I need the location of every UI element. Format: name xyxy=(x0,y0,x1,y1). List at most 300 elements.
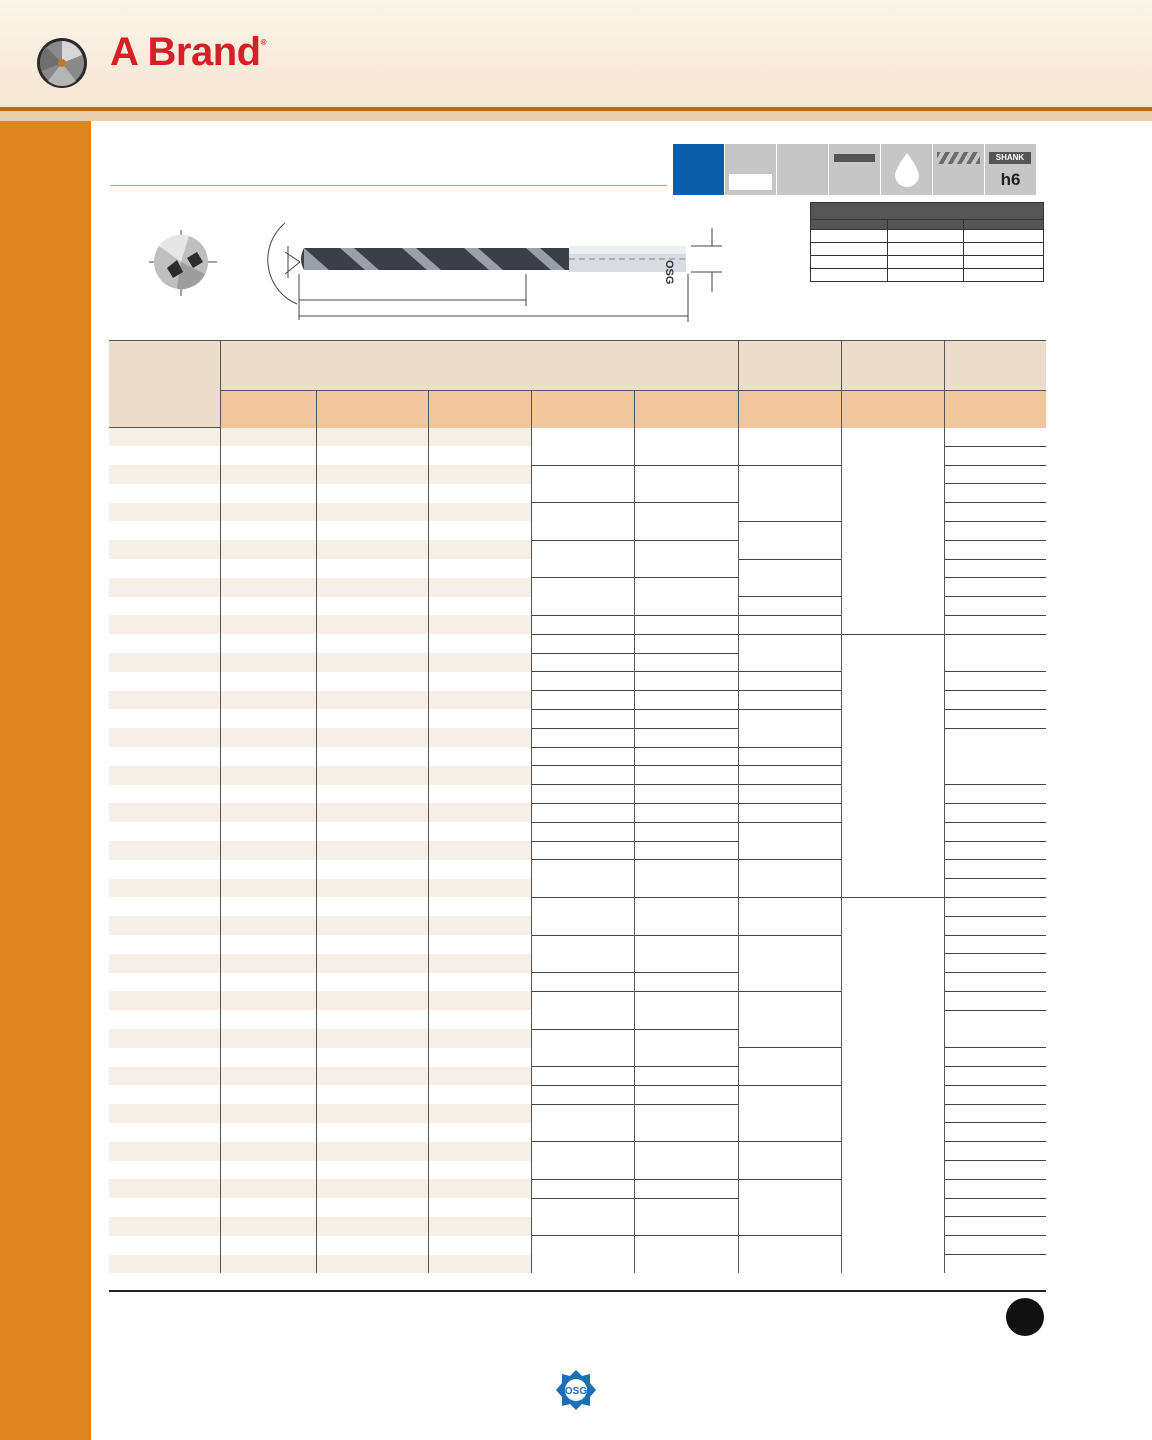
table-cell xyxy=(428,1104,531,1123)
table-cell xyxy=(634,634,738,653)
table-row xyxy=(109,1010,1046,1029)
table-cell xyxy=(316,559,428,578)
table-row xyxy=(109,879,1046,898)
table-cell xyxy=(109,691,220,710)
table-cell xyxy=(109,521,220,540)
coolant-drop-icon xyxy=(881,144,932,195)
table-cell xyxy=(531,747,634,766)
table-cell xyxy=(944,1029,1046,1048)
table-cell xyxy=(428,597,531,616)
table-cell xyxy=(944,916,1046,935)
table-cell xyxy=(634,1255,738,1273)
table-cell xyxy=(316,916,428,935)
table-cell xyxy=(220,1123,316,1142)
table-cell xyxy=(428,1179,531,1198)
table-cell xyxy=(841,615,944,634)
table-cell xyxy=(316,1010,428,1029)
table-cell xyxy=(634,1179,738,1198)
table-cell xyxy=(428,728,531,747)
table-row xyxy=(109,991,1046,1010)
osg-logo-icon xyxy=(555,1369,597,1411)
table-cell xyxy=(738,785,841,804)
table-cell xyxy=(634,1048,738,1067)
table-cell xyxy=(531,540,634,559)
table-cell xyxy=(944,503,1046,522)
table-cell xyxy=(841,446,944,465)
table-cell xyxy=(531,709,634,728)
table-cell xyxy=(738,503,841,522)
header-divider-shadow xyxy=(0,111,1152,121)
table-cell xyxy=(428,446,531,465)
table-cell xyxy=(316,446,428,465)
table-cell xyxy=(109,822,220,841)
table-cell xyxy=(944,653,1046,672)
table-row xyxy=(109,1217,1046,1236)
table-cell xyxy=(841,653,944,672)
table-cell xyxy=(220,634,316,653)
table-cell xyxy=(841,1104,944,1123)
shank-marking: OSG xyxy=(663,260,675,285)
table-cell xyxy=(634,540,738,559)
table-cell xyxy=(634,822,738,841)
table-cell xyxy=(109,446,220,465)
table-cell xyxy=(531,428,634,447)
table-cell xyxy=(738,1236,841,1255)
table-cell xyxy=(220,428,316,447)
table-cell xyxy=(316,521,428,540)
table-cell xyxy=(841,691,944,710)
table-row xyxy=(109,1048,1046,1067)
shank-tag: SHANK xyxy=(989,152,1031,164)
coating-icon xyxy=(725,144,776,195)
table-cell xyxy=(428,1142,531,1161)
table-cell xyxy=(841,503,944,522)
col-subheader-5 xyxy=(634,391,738,428)
table-cell xyxy=(944,1198,1046,1217)
table-cell xyxy=(109,991,220,1010)
table-cell xyxy=(220,503,316,522)
table-cell xyxy=(944,728,1046,747)
table-cell xyxy=(738,991,841,1010)
table-cell xyxy=(531,1123,634,1142)
table-cell xyxy=(428,879,531,898)
table-cell xyxy=(316,540,428,559)
table-cell xyxy=(531,465,634,484)
table-cell xyxy=(316,578,428,597)
tolerance-table xyxy=(810,202,1044,282)
table-cell xyxy=(634,785,738,804)
table-cell xyxy=(316,1179,428,1198)
table-cell xyxy=(634,879,738,898)
table-cell xyxy=(944,954,1046,973)
table-cell xyxy=(841,709,944,728)
table-cell xyxy=(316,653,428,672)
table-cell xyxy=(220,1142,316,1161)
table-cell xyxy=(634,1029,738,1048)
table-cell xyxy=(841,803,944,822)
table-cell xyxy=(531,1255,634,1273)
table-cell xyxy=(531,860,634,879)
trademark-symbol: ® xyxy=(260,38,266,47)
table-cell xyxy=(738,1048,841,1067)
table-cell xyxy=(428,954,531,973)
table-cell xyxy=(738,1198,841,1217)
table-cell xyxy=(428,935,531,954)
table-cell xyxy=(738,916,841,935)
table-cell xyxy=(944,803,1046,822)
table-cell xyxy=(738,1029,841,1048)
drill-diagram xyxy=(140,212,730,327)
table-cell xyxy=(738,521,841,540)
table-cell xyxy=(109,1198,220,1217)
table-cell xyxy=(738,1085,841,1104)
table-cell xyxy=(220,991,316,1010)
table-row xyxy=(109,747,1046,766)
table-row xyxy=(109,653,1046,672)
table-cell xyxy=(220,559,316,578)
table-cell xyxy=(428,1123,531,1142)
table-row xyxy=(109,1142,1046,1161)
table-cell xyxy=(634,728,738,747)
table-cell xyxy=(428,709,531,728)
table-cell xyxy=(316,973,428,992)
table-cell xyxy=(634,1142,738,1161)
table-cell xyxy=(738,973,841,992)
table-cell xyxy=(428,578,531,597)
table-row xyxy=(109,1179,1046,1198)
table-cell xyxy=(316,1029,428,1048)
table-cell xyxy=(841,559,944,578)
table-cell xyxy=(109,672,220,691)
table-cell xyxy=(841,1217,944,1236)
table-cell xyxy=(220,1067,316,1086)
table-cell xyxy=(944,1142,1046,1161)
table-cell xyxy=(634,503,738,522)
table-row xyxy=(109,615,1046,634)
table-row xyxy=(109,709,1046,728)
table-cell xyxy=(109,653,220,672)
blank-icon xyxy=(777,144,828,195)
table-cell xyxy=(316,1255,428,1273)
table-cell xyxy=(841,578,944,597)
table-cell xyxy=(531,973,634,992)
table-cell xyxy=(841,1161,944,1180)
table-cell xyxy=(109,1179,220,1198)
col-header-group-1 xyxy=(738,341,841,391)
table-cell xyxy=(220,446,316,465)
table-cell xyxy=(316,428,428,447)
table-cell xyxy=(109,1029,220,1048)
table-cell xyxy=(428,1029,531,1048)
table-cell xyxy=(841,634,944,653)
table-cell xyxy=(316,1085,428,1104)
table-cell xyxy=(109,559,220,578)
table-cell xyxy=(109,615,220,634)
table-cell xyxy=(738,615,841,634)
table-cell xyxy=(841,991,944,1010)
table-cell xyxy=(220,615,316,634)
drill-cross-section-icon xyxy=(36,37,88,89)
spiral-flute-icon xyxy=(933,144,984,195)
table-row xyxy=(109,822,1046,841)
table-cell xyxy=(428,653,531,672)
table-cell xyxy=(428,691,531,710)
title-rule xyxy=(110,185,667,186)
table-cell xyxy=(944,1010,1046,1029)
table-cell xyxy=(220,954,316,973)
table-cell xyxy=(316,1142,428,1161)
table-cell xyxy=(428,503,531,522)
table-cell xyxy=(531,1179,634,1198)
table-cell xyxy=(316,615,428,634)
col-header-group-3 xyxy=(944,341,1046,391)
table-row xyxy=(109,1255,1046,1273)
table-cell xyxy=(634,597,738,616)
table-cell xyxy=(634,465,738,484)
table-cell xyxy=(531,1029,634,1048)
table-cell xyxy=(634,747,738,766)
table-cell xyxy=(109,954,220,973)
table-cell xyxy=(428,916,531,935)
table-cell xyxy=(634,991,738,1010)
table-cell xyxy=(316,954,428,973)
table-cell xyxy=(944,1217,1046,1236)
table-cell xyxy=(841,465,944,484)
table-cell xyxy=(531,1198,634,1217)
table-cell xyxy=(634,709,738,728)
table-cell xyxy=(316,935,428,954)
table-cell xyxy=(944,465,1046,484)
table-cell xyxy=(944,672,1046,691)
table-cell xyxy=(531,597,634,616)
table-cell xyxy=(220,1010,316,1029)
table-cell xyxy=(841,1048,944,1067)
table-cell xyxy=(428,991,531,1010)
table-cell xyxy=(944,860,1046,879)
table-cell xyxy=(841,1085,944,1104)
table-cell xyxy=(944,578,1046,597)
col-subheader-2 xyxy=(316,391,428,428)
table-cell xyxy=(531,1217,634,1236)
table-cell xyxy=(944,785,1046,804)
table-cell xyxy=(220,973,316,992)
table-cell xyxy=(109,766,220,785)
table-cell xyxy=(531,841,634,860)
table-cell xyxy=(428,1161,531,1180)
table-row xyxy=(109,841,1046,860)
table-cell xyxy=(220,897,316,916)
table-cell xyxy=(220,578,316,597)
table-cell xyxy=(316,1123,428,1142)
table-cell xyxy=(738,446,841,465)
table-cell xyxy=(944,540,1046,559)
table-cell xyxy=(841,672,944,691)
table-cell xyxy=(531,879,634,898)
table-cell xyxy=(738,540,841,559)
table-cell xyxy=(316,1217,428,1236)
table-cell xyxy=(738,897,841,916)
table-cell xyxy=(109,634,220,653)
table-cell xyxy=(841,1179,944,1198)
table-row xyxy=(109,1085,1046,1104)
table-cell xyxy=(634,1123,738,1142)
material-blue-icon xyxy=(673,144,724,195)
table-cell xyxy=(316,1067,428,1086)
table-cell xyxy=(428,822,531,841)
table-cell xyxy=(220,1029,316,1048)
table-cell xyxy=(428,747,531,766)
table-row xyxy=(109,973,1046,992)
table-cell xyxy=(531,954,634,973)
table-cell xyxy=(428,1048,531,1067)
table-cell xyxy=(428,1255,531,1273)
table-cell xyxy=(220,1255,316,1273)
table-cell xyxy=(531,503,634,522)
table-row xyxy=(109,428,1046,447)
table-cell xyxy=(531,916,634,935)
col-header-dimensions xyxy=(220,341,738,391)
table-row xyxy=(109,559,1046,578)
table-row xyxy=(109,1067,1046,1086)
table-cell xyxy=(531,1067,634,1086)
table-cell xyxy=(109,935,220,954)
table-row xyxy=(109,484,1046,503)
table-row xyxy=(109,1123,1046,1142)
table-cell xyxy=(738,672,841,691)
table-cell xyxy=(738,1179,841,1198)
table-cell xyxy=(944,991,1046,1010)
table-cell xyxy=(220,803,316,822)
table-cell xyxy=(109,879,220,898)
table-row xyxy=(109,897,1046,916)
table-cell xyxy=(316,766,428,785)
table-cell xyxy=(531,615,634,634)
table-row xyxy=(109,1104,1046,1123)
table-cell xyxy=(738,1104,841,1123)
table-cell xyxy=(109,465,220,484)
table-cell xyxy=(109,1161,220,1180)
table-cell xyxy=(316,709,428,728)
table-cell xyxy=(220,653,316,672)
table-cell xyxy=(841,785,944,804)
table-cell xyxy=(220,1217,316,1236)
table-cell xyxy=(531,1236,634,1255)
table-cell xyxy=(316,822,428,841)
table-cell xyxy=(944,822,1046,841)
table-cell xyxy=(531,822,634,841)
table-cell xyxy=(944,897,1046,916)
table-cell xyxy=(531,785,634,804)
table-cell xyxy=(531,1048,634,1067)
table-cell xyxy=(531,691,634,710)
table-cell xyxy=(634,484,738,503)
table-cell xyxy=(634,691,738,710)
table-cell xyxy=(109,1048,220,1067)
table-cell xyxy=(316,503,428,522)
table-row xyxy=(109,860,1046,879)
table-cell xyxy=(220,1179,316,1198)
table-cell xyxy=(316,879,428,898)
table-cell xyxy=(220,1198,316,1217)
table-cell xyxy=(634,1104,738,1123)
table-cell xyxy=(316,672,428,691)
table-cell xyxy=(531,484,634,503)
table-cell xyxy=(944,1085,1046,1104)
table-cell xyxy=(109,841,220,860)
table-bottom-rule xyxy=(109,1290,1046,1292)
table-cell xyxy=(220,1048,316,1067)
table-cell xyxy=(220,841,316,860)
table-cell xyxy=(531,803,634,822)
table-cell xyxy=(428,1198,531,1217)
table-cell xyxy=(841,428,944,447)
table-cell xyxy=(944,1123,1046,1142)
table-cell xyxy=(109,597,220,616)
table-cell xyxy=(738,1123,841,1142)
table-cell xyxy=(944,766,1046,785)
drill-end-view xyxy=(149,230,217,296)
table-cell xyxy=(428,803,531,822)
table-cell xyxy=(738,841,841,860)
table-cell xyxy=(738,484,841,503)
table-cell xyxy=(944,1104,1046,1123)
table-cell xyxy=(531,672,634,691)
table-row xyxy=(109,521,1046,540)
table-cell xyxy=(316,747,428,766)
table-cell xyxy=(841,747,944,766)
table-cell xyxy=(531,728,634,747)
table-cell xyxy=(220,822,316,841)
table-cell xyxy=(220,1085,316,1104)
table-cell xyxy=(944,559,1046,578)
table-cell xyxy=(428,1236,531,1255)
table-cell xyxy=(531,634,634,653)
table-cell xyxy=(738,1067,841,1086)
table-cell xyxy=(428,1067,531,1086)
table-cell xyxy=(944,841,1046,860)
table-cell xyxy=(428,559,531,578)
table-cell xyxy=(634,935,738,954)
table-cell xyxy=(738,1255,841,1273)
table-cell xyxy=(738,1010,841,1029)
table-cell xyxy=(316,803,428,822)
table-cell xyxy=(738,578,841,597)
table-row xyxy=(109,935,1046,954)
table-cell xyxy=(841,484,944,503)
table-cell xyxy=(428,766,531,785)
table-cell xyxy=(316,597,428,616)
table-cell xyxy=(316,484,428,503)
table-cell xyxy=(109,973,220,992)
table-row xyxy=(109,691,1046,710)
table-cell xyxy=(634,916,738,935)
table-cell xyxy=(316,1048,428,1067)
table-cell xyxy=(428,540,531,559)
table-cell xyxy=(109,503,220,522)
table-cell xyxy=(738,803,841,822)
table-cell xyxy=(220,672,316,691)
table-cell xyxy=(220,916,316,935)
table-cell xyxy=(428,521,531,540)
table-cell xyxy=(428,428,531,447)
table-cell xyxy=(944,973,1046,992)
table-cell xyxy=(841,1236,944,1255)
table-row xyxy=(109,578,1046,597)
table-cell xyxy=(841,1029,944,1048)
table-cell xyxy=(944,1255,1046,1273)
table-cell xyxy=(634,559,738,578)
table-cell xyxy=(109,428,220,447)
